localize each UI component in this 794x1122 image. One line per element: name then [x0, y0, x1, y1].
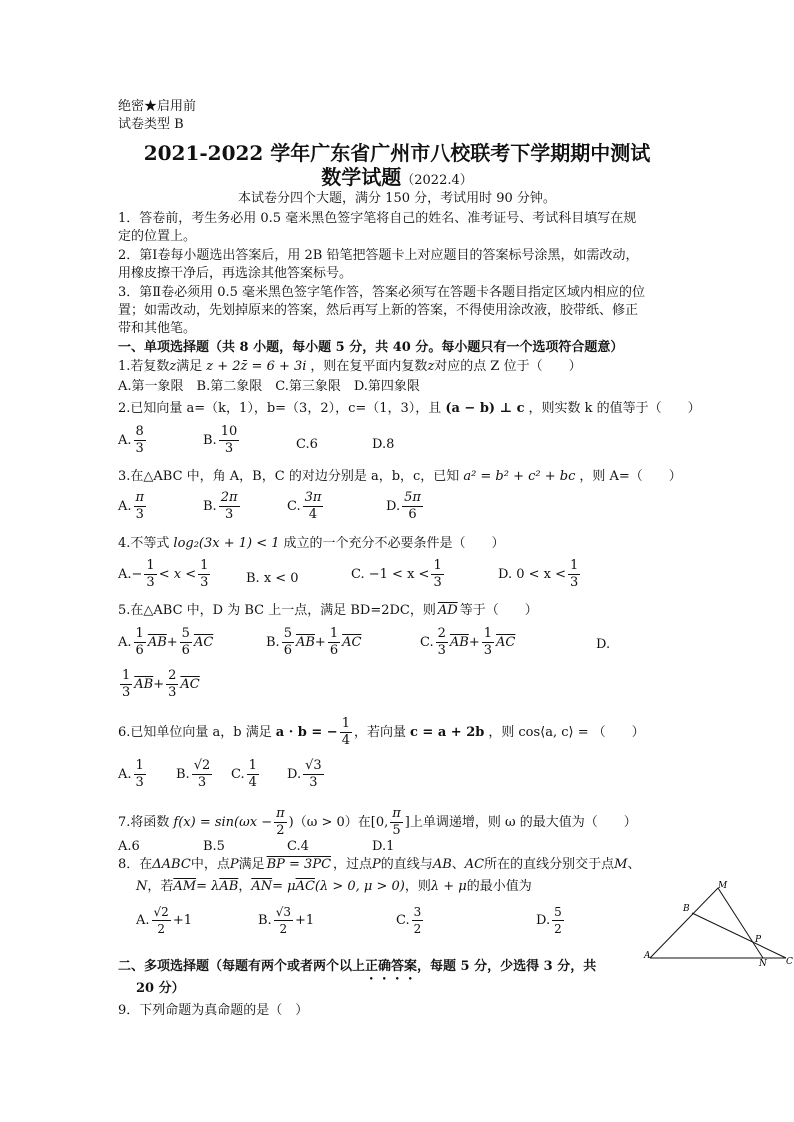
q8-var: AB — [432, 857, 452, 872]
fraction — [134, 626, 146, 659]
note-line: 用橡皮擦干净后，再选涂其他答案标号。 — [118, 266, 353, 281]
q8-text: 中，点 — [190, 857, 230, 872]
option-text: < x < — [158, 567, 197, 582]
option-letter: B. — [266, 635, 280, 650]
denominator: 2 — [554, 922, 562, 936]
q8-text: 的最小值为 — [466, 879, 532, 894]
option-letter: D. — [386, 499, 401, 514]
q8-option-b — [258, 904, 314, 937]
q3-stem — [118, 468, 682, 486]
note-line: 定的位置上。 — [118, 229, 197, 244]
q3-text: ，则 A=（ ） — [579, 469, 682, 484]
q3-option-d — [386, 490, 425, 523]
q1-var: z — [427, 359, 435, 374]
numerator: 1 — [329, 626, 339, 641]
fraction — [340, 716, 352, 749]
numerator: 1 — [248, 758, 257, 773]
q6-option-d — [287, 758, 326, 791]
option-letter: C. — [231, 767, 245, 782]
fraction — [402, 490, 423, 523]
q4-option-d — [498, 558, 582, 591]
q8-formula: λ + μ — [430, 879, 467, 894]
q8-text: 、 — [451, 857, 465, 872]
q3-formula: a² = b² + c² + bc — [463, 469, 576, 484]
q8-vector: $\overline{AB}$ — [219, 879, 239, 894]
side-am — [650, 888, 718, 958]
q7-formula: ) — [288, 815, 294, 830]
q8-option-a — [136, 904, 192, 937]
fraction — [219, 424, 240, 457]
q8-line-1 — [118, 856, 640, 874]
q6-stem — [118, 716, 645, 749]
denominator: 3 — [135, 441, 144, 456]
label-m: M — [718, 881, 728, 891]
section-2-emphasis: 正确答案 — [365, 959, 418, 974]
q8-formula: BP = 3PC — [266, 857, 332, 872]
fraction — [134, 424, 146, 457]
numerator: 1 — [341, 716, 350, 731]
q5-text: 等于（ ） — [459, 603, 538, 618]
fraction — [198, 558, 210, 591]
q7-formula: f(x) = sin(ωx − — [173, 815, 273, 830]
option-letter: A. — [136, 913, 150, 928]
q8-text: ，过点 — [333, 857, 373, 872]
section-2-heading — [118, 958, 596, 983]
note-line: 置；如需改动，先划掉原来的答案，然后再写上新的答案，不得使用涂改液，胶带纸、修正 — [118, 303, 639, 318]
numerator: 5 — [554, 905, 562, 919]
q8-vector: $\overline{AN}$ — [251, 879, 273, 894]
numerator: 10 — [220, 424, 238, 439]
q7-interval: [0, — [370, 815, 389, 830]
note-line: 1．答卷前，考生务必用 0.5 毫米黑色签字笔将自己的姓名、准考证号、考试科目填写在规 — [118, 211, 637, 226]
label-c: C — [786, 957, 793, 967]
q2-formula: (a − b) ⊥ c — [445, 401, 525, 416]
numerator: √2 — [193, 758, 211, 773]
q7-option-b: B.5 — [203, 839, 225, 854]
q8-var: ΔABC — [152, 857, 191, 872]
q1-text: 1.若复数 — [118, 359, 170, 374]
q8-text: ， — [238, 879, 252, 894]
plus: + — [314, 635, 326, 650]
denominator: 4 — [248, 775, 257, 790]
q8-line-2 — [136, 878, 532, 896]
q5-option-d-letter: D. — [596, 637, 611, 652]
fraction — [282, 626, 294, 659]
q6-formula: c = a + 2b — [409, 725, 485, 740]
numerator: 5π — [404, 490, 421, 505]
numerator: π — [135, 490, 145, 505]
option-letter: D. — [287, 767, 302, 782]
fraction — [482, 626, 494, 659]
fraction — [431, 558, 443, 591]
vector: $\overline{AC}$ — [193, 635, 214, 650]
fraction — [120, 668, 132, 701]
q6-text: 6.已知单位向量 a，b 满足 — [118, 725, 272, 740]
denominator: 3 — [200, 575, 209, 590]
q8-formula: = λ — [196, 879, 220, 894]
q8-formula: = μ — [272, 879, 296, 894]
option-letter: D. — [536, 913, 551, 928]
exam-title: 2021-2022 学年广东省广州市八校联考下学期期中测试 — [143, 141, 651, 165]
option-letter: A. — [118, 433, 132, 448]
vector: $\overline{AB}$ — [147, 635, 167, 650]
fraction — [219, 490, 240, 523]
fraction — [412, 904, 424, 937]
q6-text: ，若向量 — [353, 725, 406, 740]
numerator: 1 — [122, 668, 131, 683]
denominator: 3 — [224, 507, 234, 522]
subtitle-text: 数学试题 — [321, 165, 402, 189]
denominator: 3 — [135, 507, 144, 522]
numerator: 2 — [168, 668, 177, 683]
q8-text: 8．在 — [118, 857, 153, 872]
q1-text: 满足 — [176, 359, 203, 374]
numerator: 1 — [146, 558, 155, 573]
q2-option-d: D.8 — [372, 437, 395, 452]
numerator: √3 — [305, 758, 322, 773]
fraction — [328, 626, 340, 659]
q7-option-a: A.6 — [118, 839, 140, 854]
subtitle-date: （2022.4） — [401, 173, 473, 188]
fraction — [134, 490, 147, 523]
q6-option-b — [176, 758, 214, 791]
q7-interval: ] — [404, 815, 410, 830]
numerator: π — [276, 806, 285, 821]
numerator: 1 — [483, 626, 493, 641]
q1-options: A.第一象限 B.第二象限 C.第三象限 D.第四象限 — [118, 379, 420, 394]
q9-stem: 9．下列命题为真命题的是（ ） — [118, 1003, 309, 1018]
label-p: P — [755, 935, 762, 945]
option-text: A.− — [118, 567, 143, 582]
q8-text: 、 — [627, 857, 641, 872]
denominator: 6 — [135, 643, 144, 658]
numerator: π — [392, 806, 401, 821]
vector-ad: $\overline{AD}$ — [437, 603, 458, 618]
plus: + — [468, 635, 480, 650]
numerator: √2 — [153, 905, 169, 919]
denominator: 3 — [224, 441, 234, 456]
numerator: 1 — [200, 558, 209, 573]
q7-text: （ω > 0）在 — [293, 815, 371, 830]
q5-option-b — [266, 626, 361, 659]
q1-text: 对应的点 Z 位于（ ） — [434, 359, 582, 374]
option-text: D. 0 < x < — [498, 567, 567, 582]
vector: $\overline{AB}$ — [449, 635, 469, 650]
q8-vector: $\overline{AM}$ — [173, 879, 197, 894]
numerator: 1 — [570, 558, 579, 573]
paper-type: 试卷类型 B — [118, 117, 184, 132]
q2-stem — [118, 400, 701, 418]
fraction — [390, 806, 403, 839]
numerator: 2 — [437, 626, 446, 641]
numerator: 8 — [135, 424, 144, 439]
option-letter: B. — [203, 433, 217, 448]
exam-info: 本试卷分四个大题，满分 150 分，考试用时 90 分钟。 — [238, 191, 556, 206]
fraction — [568, 558, 580, 591]
fraction — [274, 806, 287, 839]
label-b: B — [683, 904, 690, 914]
line-mn — [718, 888, 763, 958]
option-letter: B. — [176, 767, 190, 782]
numerator: 3π — [304, 490, 322, 505]
vector: $\overline{AC}$ — [342, 635, 362, 650]
fraction — [436, 626, 448, 659]
q8-formula: (λ > 0, μ > 0) — [314, 879, 405, 894]
q6-option-c — [231, 758, 261, 791]
q5-option-c — [420, 626, 515, 659]
vector: $\overline{AC}$ — [496, 635, 516, 650]
q7-option-c: C.4 — [287, 839, 309, 854]
q4-formula: log₂(3x + 1) < 1 — [173, 536, 280, 551]
fraction — [303, 490, 324, 523]
triangle-figure — [640, 876, 794, 970]
q5-stem — [118, 602, 538, 620]
numerator: 5 — [181, 626, 190, 641]
q6-text: ，则 — [488, 725, 515, 740]
q1-formula: z + 2z̄ = 6 + 3i — [206, 359, 307, 374]
numerator: 2π — [220, 490, 238, 505]
q3-option-b — [203, 490, 242, 523]
numerator: 3 — [413, 905, 422, 919]
plus: + — [153, 677, 165, 692]
denominator: 2 — [413, 922, 422, 936]
section-2-text: ，每题 5 分，少选得 3 分，共 — [417, 959, 597, 974]
denominator: 2 — [157, 922, 165, 936]
denominator: 2 — [276, 823, 285, 838]
section-1-heading: 一、单项选择题（共 8 小题，每小题 5 分，共 40 分。每小题只有一个选项符合题意） — [118, 340, 624, 355]
fraction — [192, 758, 213, 791]
q2-text: ，则实数 k 的值等于（ ） — [528, 401, 701, 416]
q8-var: P — [372, 857, 381, 872]
denominator: 3 — [437, 643, 446, 658]
fraction — [180, 626, 192, 659]
q7-option-d: D.1 — [372, 839, 395, 854]
denominator: 3 — [135, 775, 144, 790]
q4-stem — [118, 535, 505, 553]
vector: $\overline{AB}$ — [134, 677, 154, 692]
option-text: C. −1 < x < — [351, 567, 430, 582]
section-2-text: 二、多项选择题（每题有两个或者两个以上 — [118, 959, 366, 974]
fraction — [166, 668, 178, 701]
q2-option-a — [118, 424, 148, 457]
q8-var: P — [229, 857, 239, 872]
numerator: 1 — [135, 758, 144, 773]
numerator: 1 — [135, 626, 144, 641]
denominator: 4 — [341, 733, 350, 748]
option-letter: A. — [118, 767, 132, 782]
fraction — [552, 904, 564, 937]
q8-option-c — [396, 904, 425, 937]
q6-formula: a · b = − — [275, 725, 338, 740]
note-line: 3．第Ⅱ卷必须用 0.5 毫米黑色签字笔作答，答案必须写在答题卡各题目指定区域内相应的位 — [118, 285, 646, 300]
numerator: √3 — [275, 905, 291, 919]
q5-option-d — [118, 668, 200, 701]
q5-option-a — [118, 626, 213, 659]
note-line: 2．第Ⅰ卷每小题选出答案后，用 2B 铅笔把答题卡上对应题目的答案标号涂黑，如需改动， — [118, 248, 639, 263]
q6-option-a — [118, 758, 148, 791]
denominator: 6 — [283, 643, 292, 658]
q4-text: 4.不等式 — [118, 536, 170, 551]
option-letter: C. — [420, 635, 434, 650]
numerator: 5 — [283, 626, 292, 641]
option-letter: C. — [396, 913, 410, 928]
q4-option-c — [351, 558, 446, 591]
vector: $\overline{AC}$ — [180, 677, 200, 692]
denominator: 3 — [122, 685, 131, 700]
option-letter: B. — [258, 913, 272, 928]
option-letter: A. — [118, 635, 132, 650]
denominator: 2 — [279, 922, 288, 936]
q3-text: 3.在△ABC 中，角 A，B，C 的对边分别是 a，b，c，已知 — [118, 469, 460, 484]
q6-text: （ ） — [592, 725, 645, 740]
q4-option-b: B. x < 0 — [246, 571, 299, 586]
q2-text: 2.已知向量 a=（k，1），b=（3，2），c=（1，3），且 — [118, 401, 442, 416]
q7-text: 7.将函数 — [118, 815, 170, 830]
q1-var: z — [169, 359, 177, 374]
denominator: 3 — [483, 643, 493, 658]
denominator: 4 — [308, 507, 318, 522]
fraction — [144, 558, 156, 591]
denominator: 3 — [433, 575, 442, 590]
label-a: A — [644, 951, 651, 961]
denominator: 3 — [570, 575, 579, 590]
q8-vector: $\overline{AC}$ — [295, 879, 315, 894]
q8-var: M — [614, 857, 628, 872]
fraction — [134, 758, 146, 791]
q8-option-d — [536, 904, 566, 937]
q5-text: 5.在△ABC 中，D 为 BC 上一点，满足 BD=2DC，则 — [118, 603, 436, 618]
q7-stem — [118, 806, 637, 839]
fraction — [247, 758, 259, 791]
q3-option-c — [287, 490, 325, 523]
plus: + — [166, 635, 178, 650]
option-letter: C. — [287, 499, 301, 514]
section-2-heading-cont: 20 分） — [136, 981, 185, 996]
option-letter: A. — [118, 499, 132, 514]
q8-text: 的直线与 — [380, 857, 433, 872]
secret-mark: 绝密★启用前 — [118, 99, 197, 114]
fraction — [303, 758, 324, 791]
q6-formula: cos⟨a, c⟩ = — [518, 725, 589, 740]
option-letter: B. — [203, 499, 217, 514]
denominator: 3 — [146, 575, 155, 590]
q7-text: 上单调递增，则 ω 的最大值为（ ） — [409, 815, 637, 830]
denominator: 6 — [329, 643, 339, 658]
q8-var: AC — [464, 857, 485, 872]
q8-text: 所在的直线分别交于点 — [484, 857, 615, 872]
denominator: 3 — [168, 685, 177, 700]
note-line: 带和其他笔。 — [118, 321, 197, 336]
fraction — [152, 904, 171, 937]
denominator: 6 — [181, 643, 190, 658]
option-text: +1 — [294, 913, 315, 928]
numerator: 1 — [433, 558, 442, 573]
q8-text: 满足 — [238, 857, 265, 872]
denominator: 6 — [408, 507, 417, 522]
fraction — [274, 904, 293, 937]
q4-text: 成立的一个充分不必要条件是（ ） — [283, 536, 505, 551]
q2-option-c: C.6 — [296, 437, 318, 452]
q3-option-a — [118, 490, 148, 523]
label-n: N — [759, 959, 767, 969]
denominator: 3 — [197, 775, 207, 790]
q2-option-b — [203, 424, 241, 457]
q1-text: ，则在复平面内复数 — [310, 359, 428, 374]
option-text: +1 — [172, 913, 192, 928]
denominator: 5 — [392, 823, 401, 838]
q4-option-a — [118, 558, 212, 591]
denominator: 3 — [309, 775, 318, 790]
q8-text: ，则 — [404, 879, 431, 894]
q8-text: ，若 — [147, 879, 174, 894]
vector: $\overline{AB}$ — [295, 635, 315, 650]
q1-stem — [118, 358, 582, 376]
q8-var: N — [136, 879, 148, 894]
